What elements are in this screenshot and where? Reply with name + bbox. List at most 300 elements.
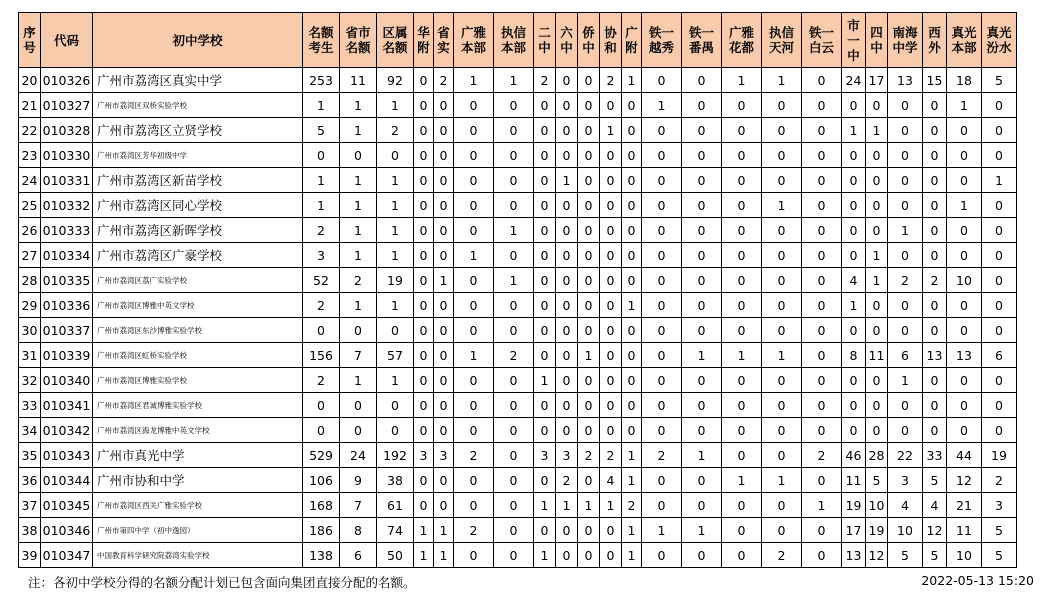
column-header: [303, 13, 340, 68]
school-name: 广州市荔湾区双桥实验学校: [93, 93, 303, 118]
quota-cell: 0: [534, 318, 556, 343]
quota-cell: 0: [622, 268, 642, 293]
quota-cell: 0: [982, 93, 1017, 118]
table-row: [19, 543, 1017, 568]
quota-cell: 0: [454, 543, 494, 568]
column-header: [41, 13, 93, 68]
quota-cell: 0: [622, 418, 642, 443]
quota-cell: 2: [454, 443, 494, 468]
quota-cell: 0: [982, 193, 1017, 218]
quota-cell: 0: [556, 193, 578, 218]
quota-cell: 1: [340, 93, 377, 118]
quota-cell: 0: [722, 268, 762, 293]
school-name: 广州市荔湾区荔广实验学校: [93, 268, 303, 293]
column-header-text: 省市: [345, 25, 371, 40]
quota-cell: 0: [642, 343, 682, 368]
quota-cell: 0: [642, 68, 682, 93]
quota-cell: 1: [866, 243, 888, 268]
quota-cell: 1: [762, 193, 802, 218]
quota-cell: 1: [722, 468, 762, 493]
table-row: [19, 443, 1017, 468]
quota-cell: 0: [682, 243, 722, 268]
quota-cell: 0: [982, 243, 1017, 268]
school-code: 010339: [41, 343, 93, 368]
quota-cell: 0: [982, 418, 1017, 443]
quota-cell: 0: [923, 393, 947, 418]
quota-cell: 0: [534, 193, 556, 218]
column-header-text: 执信: [500, 25, 526, 40]
column-header: [19, 13, 41, 68]
column-header-text: 铁一: [808, 25, 834, 40]
quota-cell: 0: [414, 393, 434, 418]
row-seq: 39: [19, 543, 41, 568]
quota-cell: 0: [556, 418, 578, 443]
quota-cell: 0: [340, 418, 377, 443]
quota-cell: 0: [842, 143, 866, 168]
quota-cell: 0: [494, 468, 534, 493]
quota-cell: 0: [722, 443, 762, 468]
quota-cell: 0: [303, 418, 340, 443]
row-seq: 36: [19, 468, 41, 493]
quota-cell: 0: [762, 493, 802, 518]
quota-cell: 0: [947, 393, 982, 418]
quota-cell: 6: [982, 343, 1017, 368]
quota-cell: 0: [682, 543, 722, 568]
column-header: [722, 13, 762, 68]
quota-cell: 0: [923, 93, 947, 118]
row-seq: 31: [19, 343, 41, 368]
quota-cell: 0: [454, 193, 494, 218]
quota-cell: 0: [434, 468, 454, 493]
quota-cell: 0: [762, 368, 802, 393]
column-header-text: 省: [437, 25, 450, 40]
quota-cell: 0: [762, 243, 802, 268]
quota-cell: 0: [377, 393, 414, 418]
quota-cell: 0: [556, 543, 578, 568]
quota-cell: 0: [923, 118, 947, 143]
table-header: [19, 13, 1017, 68]
quota-cell: 0: [682, 318, 722, 343]
quota-cell: 2: [303, 218, 340, 243]
quota-cell: 2: [303, 368, 340, 393]
quota-cell: 12: [923, 518, 947, 543]
quota-cell: 0: [642, 218, 682, 243]
quota-cell: 0: [642, 293, 682, 318]
quota-cell: 0: [578, 543, 600, 568]
quota-cell: 0: [414, 418, 434, 443]
school-name: 广州市荔湾区东沙博雅实验学校: [93, 318, 303, 343]
table-row: [19, 93, 1017, 118]
school-name: 广州市荔湾区博雅实验学校: [93, 368, 303, 393]
quota-cell: 0: [923, 368, 947, 393]
column-header-text: 附: [625, 40, 638, 55]
quota-cell: 10: [947, 543, 982, 568]
quota-cell: 0: [866, 393, 888, 418]
quota-cell: 1: [534, 543, 556, 568]
quota-cell: 1: [414, 518, 434, 543]
quota-cell: 0: [923, 293, 947, 318]
quota-cell: 0: [682, 68, 722, 93]
quota-cell: 1: [722, 343, 762, 368]
quota-cell: 0: [762, 143, 802, 168]
quota-cell: 5: [923, 543, 947, 568]
quota-cell: 0: [722, 118, 762, 143]
school-code: 010333: [41, 218, 93, 243]
school-code: 010346: [41, 518, 93, 543]
quota-cell: 6: [340, 543, 377, 568]
quota-cell: 0: [762, 393, 802, 418]
quota-cell: 1: [494, 268, 534, 293]
quota-cell: 1: [494, 68, 534, 93]
quota-cell: 17: [866, 68, 888, 93]
quota-cell: 0: [802, 268, 842, 293]
column-header-text: 执信: [768, 25, 794, 40]
quota-cell: 0: [722, 368, 762, 393]
quota-cell: 44: [947, 443, 982, 468]
quota-cell: 0: [434, 318, 454, 343]
quota-cell: 1: [762, 468, 802, 493]
column-header-text: 真光: [951, 25, 977, 40]
quota-cell: 1: [622, 293, 642, 318]
quota-cell: 0: [982, 118, 1017, 143]
quota-cell: 0: [414, 268, 434, 293]
quota-cell: 2: [494, 343, 534, 368]
quota-cell: 0: [414, 118, 434, 143]
column-header: [842, 13, 866, 68]
quota-cell: 1: [377, 93, 414, 118]
column-header-text: 一: [847, 32, 860, 48]
school-code: 010330: [41, 143, 93, 168]
quota-cell: 168: [303, 493, 340, 518]
column-header-text: 西: [928, 25, 941, 40]
quota-cell: 0: [682, 168, 722, 193]
quota-cell: 2: [534, 68, 556, 93]
quota-cell: 0: [682, 418, 722, 443]
quota-cell: 1: [947, 193, 982, 218]
quota-cell: 1: [866, 118, 888, 143]
quota-cell: 0: [762, 218, 802, 243]
table-row: [19, 193, 1017, 218]
quota-cell: 1: [303, 93, 340, 118]
quota-cell: 0: [454, 118, 494, 143]
quota-cell: 0: [578, 268, 600, 293]
quota-cell: 0: [340, 318, 377, 343]
quota-cell: 0: [642, 118, 682, 143]
quota-cell: 0: [600, 518, 622, 543]
school-code: 010340: [41, 368, 93, 393]
quota-cell: 0: [842, 218, 866, 243]
quota-cell: 5: [923, 468, 947, 493]
quota-cell: 0: [377, 418, 414, 443]
quota-cell: 0: [722, 193, 762, 218]
quota-cell: 5: [866, 468, 888, 493]
quota-cell: 0: [947, 293, 982, 318]
quota-cell: 0: [866, 293, 888, 318]
quota-cell: 1: [340, 118, 377, 143]
quota-cell: 2: [982, 468, 1017, 493]
quota-cell: 57: [377, 343, 414, 368]
row-seq: 24: [19, 168, 41, 193]
quota-cell: 0: [534, 418, 556, 443]
quota-cell: 0: [494, 318, 534, 343]
quota-cell: 0: [600, 368, 622, 393]
quota-cell: 138: [303, 543, 340, 568]
column-header-text: 本部: [951, 40, 977, 55]
quota-cell: 0: [923, 418, 947, 443]
quota-cell: 2: [556, 468, 578, 493]
table-row: [19, 143, 1017, 168]
quota-cell: 0: [722, 243, 762, 268]
quota-cell: 0: [556, 93, 578, 118]
quota-cell: 13: [842, 543, 866, 568]
quota-cell: 11: [866, 343, 888, 368]
quota-cell: 0: [454, 218, 494, 243]
quota-cell: 0: [434, 293, 454, 318]
quota-cell: 0: [802, 118, 842, 143]
quota-cell: 0: [494, 168, 534, 193]
quota-cell: 13: [888, 68, 923, 93]
quota-cell: 0: [600, 293, 622, 318]
column-header-text: 汾水: [986, 40, 1012, 55]
quota-cell: 0: [578, 218, 600, 243]
column-header-text: 中: [538, 40, 551, 55]
quota-cell: 0: [600, 93, 622, 118]
column-header-text: 协: [604, 25, 617, 40]
quota-cell: 0: [434, 243, 454, 268]
quota-cell: 0: [923, 193, 947, 218]
quota-cell: 1: [556, 168, 578, 193]
quota-cell: 0: [888, 393, 923, 418]
column-header-text: 白云: [808, 40, 834, 55]
quota-cell: 0: [414, 143, 434, 168]
quota-cell: 0: [682, 218, 722, 243]
column-header-text: 番禺: [688, 40, 714, 55]
quota-cell: 186: [303, 518, 340, 543]
quota-cell: 0: [682, 468, 722, 493]
quota-cell: 0: [842, 318, 866, 343]
quota-cell: 92: [377, 68, 414, 93]
school-name: 广州市荔湾区立贤学校: [93, 118, 303, 143]
column-header-text: 广雅: [728, 25, 754, 40]
quota-cell: 0: [454, 293, 494, 318]
quota-cell: 0: [762, 418, 802, 443]
table-row: [19, 468, 1017, 493]
column-header-text: 区属: [382, 25, 408, 40]
quota-cell: 0: [556, 268, 578, 293]
quota-cell: 0: [414, 468, 434, 493]
quota-cell: 0: [947, 218, 982, 243]
column-header-text: 广: [625, 25, 638, 40]
quota-cell: 0: [642, 543, 682, 568]
quota-cell: 0: [642, 268, 682, 293]
quota-cell: 0: [947, 243, 982, 268]
column-header-text: 广雅: [460, 25, 486, 40]
quota-cell: 1: [642, 518, 682, 543]
quota-cell: 1: [377, 193, 414, 218]
school-name: 广州市荔湾区芳华初级中学: [93, 143, 303, 168]
quota-cell: 0: [802, 168, 842, 193]
column-header: [982, 13, 1017, 68]
row-seq: 27: [19, 243, 41, 268]
quota-cell: 0: [600, 343, 622, 368]
quota-cell: 2: [303, 293, 340, 318]
quota-cell: 1: [982, 168, 1017, 193]
table-row: [19, 493, 1017, 518]
quota-cell: 0: [600, 543, 622, 568]
quota-cell: 8: [340, 518, 377, 543]
quota-cell: 15: [923, 68, 947, 93]
quota-cell: 3: [534, 443, 556, 468]
quota-cell: 4: [842, 268, 866, 293]
quota-cell: 0: [494, 393, 534, 418]
quota-cell: 0: [802, 343, 842, 368]
quota-cell: 0: [600, 393, 622, 418]
quota-table-container: [18, 12, 1017, 568]
quota-cell: 0: [600, 243, 622, 268]
table-row: [19, 268, 1017, 293]
quota-cell: 0: [642, 143, 682, 168]
quota-cell: 1: [762, 343, 802, 368]
quota-cell: 1: [377, 368, 414, 393]
quota-cell: 1: [682, 443, 722, 468]
quota-cell: 1: [622, 518, 642, 543]
column-header: [578, 13, 600, 68]
column-header: [340, 13, 377, 68]
quota-cell: 10: [947, 268, 982, 293]
quota-cell: 0: [600, 168, 622, 193]
quota-cell: 0: [622, 118, 642, 143]
quota-cell: 1: [722, 68, 762, 93]
quota-cell: 0: [414, 368, 434, 393]
quota-cell: 0: [414, 318, 434, 343]
column-header: [414, 13, 434, 68]
quota-cell: 0: [866, 318, 888, 343]
column-header-text: 花都: [728, 40, 754, 55]
quota-cell: 1: [377, 218, 414, 243]
quota-cell: 24: [842, 68, 866, 93]
quota-cell: 5: [888, 543, 923, 568]
school-code: 010342: [41, 418, 93, 443]
quota-cell: 0: [866, 418, 888, 443]
quota-cell: 3: [434, 443, 454, 468]
column-header: [682, 13, 722, 68]
column-header: [642, 13, 682, 68]
quota-cell: 1: [340, 293, 377, 318]
quota-cell: 0: [494, 443, 534, 468]
table-row: [19, 518, 1017, 543]
quota-cell: 1: [600, 493, 622, 518]
quota-cell: 0: [494, 518, 534, 543]
quota-cell: 0: [578, 68, 600, 93]
quota-cell: 0: [888, 193, 923, 218]
quota-cell: 13: [947, 343, 982, 368]
school-name: 广州市荔湾区君诚博雅实验学校: [93, 393, 303, 418]
quota-cell: 1: [494, 218, 534, 243]
column-header-text: 四: [870, 25, 883, 40]
quota-cell: 0: [494, 493, 534, 518]
quota-cell: 0: [762, 268, 802, 293]
quota-cell: 0: [556, 518, 578, 543]
quota-cell: 0: [600, 193, 622, 218]
quota-cell: 0: [534, 343, 556, 368]
quota-cell: 1: [622, 543, 642, 568]
column-header-text: 本部: [460, 40, 486, 55]
quota-cell: 1: [534, 493, 556, 518]
quota-cell: 1: [842, 118, 866, 143]
quota-cell: 0: [534, 243, 556, 268]
quota-cell: 0: [578, 243, 600, 268]
quota-cell: 0: [414, 293, 434, 318]
quota-cell: 0: [802, 468, 842, 493]
quota-cell: 0: [578, 118, 600, 143]
quota-cell: 0: [377, 318, 414, 343]
quota-cell: 0: [578, 293, 600, 318]
column-header-text: 中: [582, 40, 595, 55]
column-header: [622, 13, 642, 68]
quota-cell: 0: [414, 218, 434, 243]
quota-cell: 3: [982, 493, 1017, 518]
footer-note: 注：各初中学校分得的名额分配计划已包含面向集团直接分配的名额。: [28, 575, 416, 590]
column-header-text: 中: [847, 47, 860, 63]
quota-cell: 0: [802, 418, 842, 443]
quota-cell: 1: [434, 518, 454, 543]
quota-cell: 0: [722, 318, 762, 343]
school-code: 010344: [41, 468, 93, 493]
school-name: 广州市协和中学: [93, 468, 303, 493]
quota-cell: 0: [556, 68, 578, 93]
quota-cell: 0: [722, 143, 762, 168]
quota-cell: 0: [622, 168, 642, 193]
quota-cell: 0: [722, 168, 762, 193]
quota-cell: 1: [377, 293, 414, 318]
quota-cell: 0: [982, 318, 1017, 343]
quota-cell: 0: [414, 168, 434, 193]
quota-cell: 0: [842, 193, 866, 218]
quota-cell: 1: [947, 93, 982, 118]
quota-cell: 1: [762, 68, 802, 93]
row-seq: 21: [19, 93, 41, 118]
quota-cell: 1: [622, 68, 642, 93]
quota-cell: 0: [982, 268, 1017, 293]
quota-cell: 0: [534, 293, 556, 318]
column-header: [888, 13, 923, 68]
table-row: [19, 218, 1017, 243]
quota-cell: 1: [414, 543, 434, 568]
quota-cell: 156: [303, 343, 340, 368]
quota-cell: 0: [556, 393, 578, 418]
column-header-text: 名额: [345, 40, 371, 55]
column-header-text: 铁一: [648, 25, 674, 40]
quota-cell: 0: [303, 143, 340, 168]
quota-cell: 529: [303, 443, 340, 468]
quota-cell: 0: [842, 168, 866, 193]
quota-cell: 106: [303, 468, 340, 493]
quota-cell: 2: [340, 268, 377, 293]
quota-cell: 0: [434, 343, 454, 368]
quota-cell: 0: [762, 93, 802, 118]
quota-cell: 0: [534, 518, 556, 543]
table-row: [19, 168, 1017, 193]
column-header-text: 名额: [382, 40, 408, 55]
quota-cell: 3: [888, 468, 923, 493]
quota-cell: 0: [454, 368, 494, 393]
quota-cell: 0: [947, 418, 982, 443]
quota-cell: 1: [866, 268, 888, 293]
quota-cell: 0: [682, 368, 722, 393]
quota-cell: 5: [982, 543, 1017, 568]
quota-cell: 0: [414, 68, 434, 93]
quota-cell: 6: [888, 343, 923, 368]
